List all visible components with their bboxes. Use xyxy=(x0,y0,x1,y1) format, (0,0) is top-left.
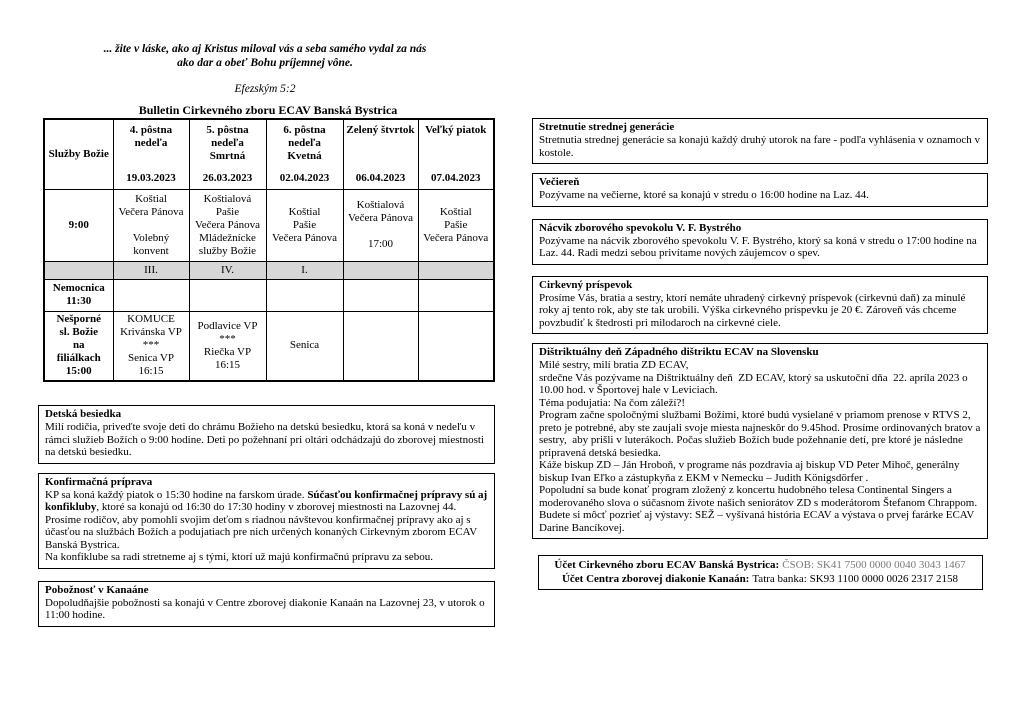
cell-line: Koštial xyxy=(439,205,472,218)
notice-detska-besiedka xyxy=(38,405,495,464)
cell-line: Pašie xyxy=(215,205,240,218)
row-label-line: Nemocnica xyxy=(52,282,105,294)
accounts-box xyxy=(538,555,983,590)
scripture-quote xyxy=(40,42,490,70)
row-label xyxy=(44,311,113,381)
notice-paragraph: Program začne spoločnými službami Božími, ktoré budú vysielané v priamom prenose v RTVS 2, preto je potrebné, aby ste zaujali svoje miesta najneskôr do 9.45hod. Prosíme ordinovaných bratov a sestry, aby prišli v luterákoch. Počas služieb Božích bude požehnanie detí, pre ktoré je následne pripravená detská besiedka. xyxy=(539,409,984,459)
column-header-0 xyxy=(113,119,189,189)
schedule-cell xyxy=(113,311,189,381)
schedule-cell xyxy=(266,311,343,381)
kanaan-account-value: Tatra banka: SK93 1100 0000 0026 2317 2158 xyxy=(752,573,959,585)
notice-paragraph: Popoludní sa bude konať program zložený z koncertu hudobného telesa Continental Singers a moderovaného slova o súčasnom živote našich seniorátov ZD s moderátorom Štefanom Chrappom. Budete si môcť pozrieť aj výstavy: SEŽ – vyšívaná história ECAV a výstava o prvej farárke ECAV Darine Bancíkovej. xyxy=(539,484,980,534)
notice-paragraph: Milé sestry, milí bratia ZD ECAV, xyxy=(539,359,689,371)
column-title-line: Zelený štvrtok xyxy=(346,124,415,136)
schedule-cell xyxy=(343,189,418,261)
quote-reference: Efezským 5:2 xyxy=(234,83,296,95)
schedule-cell xyxy=(418,261,494,279)
schedule-cell xyxy=(113,189,189,261)
cell-line: Večera Pánova xyxy=(271,231,338,244)
notice-paragraph: Téma podujatia: Na čom záleží?! xyxy=(539,396,685,409)
cell-line: služby Božie xyxy=(198,244,257,257)
schedule-cell xyxy=(418,189,494,261)
cell-line: Volebný xyxy=(132,231,170,244)
notice-poboznost-v-kanaane xyxy=(38,581,495,627)
column-title-line: Kvetná xyxy=(287,150,322,162)
column-title-line: Smrtná xyxy=(209,150,246,162)
schedule-table-wrap xyxy=(43,118,495,382)
schedule-cell xyxy=(189,261,266,279)
schedule-cell xyxy=(266,189,343,261)
cell-line: Senica VP xyxy=(128,352,174,365)
column-title-line: 5. pôstna xyxy=(206,124,249,136)
account-line-kanaan xyxy=(544,572,977,586)
cell-line: Koštial xyxy=(288,205,321,218)
column-date: 06.04.2023 xyxy=(355,171,406,184)
schedule-cell xyxy=(113,279,189,311)
column-title xyxy=(421,120,492,137)
column-title-line: 6. pôstna xyxy=(283,124,326,136)
notice-title: Stretnutie strednej generácie xyxy=(539,121,675,133)
column-header-2 xyxy=(266,119,343,189)
notice-cirkevny-prispevok xyxy=(532,276,988,335)
notice-distriktualny-den xyxy=(532,343,988,539)
cell-line: Koštial xyxy=(135,192,167,205)
cell-line: 16:15 xyxy=(214,358,241,371)
notice-paragraph: Pozývame na nácvik zborového spevokolu V. F. Bystrého, ktorý sa koná v stredu o 17:00 hodine na Laz. 44. Radi medzi sebou privítame nových záujemcov o spev. xyxy=(539,234,980,259)
column-date: 07.04.2023 xyxy=(431,171,481,184)
column-header-3 xyxy=(343,119,418,189)
column-title-line: Veľký piatok xyxy=(425,124,487,136)
column-date: 19.03.2023 xyxy=(126,171,176,184)
column-date: 26.03.2023 xyxy=(202,171,253,184)
notice-nacvik-spevokolu xyxy=(532,219,988,265)
schedule-cell xyxy=(418,279,494,311)
schedule-cell xyxy=(266,261,343,279)
column-title xyxy=(192,120,264,163)
schedule-cell xyxy=(189,311,266,381)
row-label-line: sl. Božie xyxy=(59,326,98,339)
table-corner-label: Služby Božie xyxy=(44,119,113,189)
table-row-2 xyxy=(44,279,494,311)
cell-line: Večera Pánova xyxy=(423,231,489,244)
cell-line: Pašie xyxy=(292,218,317,231)
schedule-cell xyxy=(189,189,266,261)
cell-line: konvent xyxy=(133,244,169,257)
row-label-line: na xyxy=(72,339,85,352)
table-row-0 xyxy=(44,189,494,261)
table-row-3 xyxy=(44,311,494,381)
column-title-line: 4. pôstna xyxy=(129,124,173,136)
church-account-label: Účet Cirkevného zboru ECAV Banská Bystrica: xyxy=(554,559,780,571)
quote-line-2: ako dar a obeť Bohu príjemnej vône. xyxy=(177,57,353,69)
notice-paragraph: Milí rodičia, priveďte svoje deti do chrámu Božieho na detskú besiedku, ktorá sa koná v nedeľu v rámci služieb Božích o 9:00 hodine. Deti po požehnaní pri oltári odchádzajú do zborovej miestnosti na detskú besiedku. xyxy=(45,421,487,458)
notice-title: Večiereň xyxy=(539,176,580,188)
kanaan-account-label: Účet Centra zborovej diakonie Kanaán: xyxy=(561,573,750,585)
cell-line: KOMUCE xyxy=(127,313,175,326)
cell-line: Koštialová xyxy=(203,192,252,205)
account-line-church xyxy=(544,558,977,572)
schedule-cell xyxy=(343,311,418,381)
notice-paragraph: Stretnutia strednej generácie sa konajú každý druhý utorok na fare - podľa vyhlásenia v oznamoch v kostole. xyxy=(539,134,983,159)
column-title-line: nedeľa xyxy=(211,137,244,149)
notice-paragraph: Dopoludňajšie pobožnosti sa konajú v Centre zborovej diakonie Kanaán na Lazovnej 23, v utorok o 11:00 hodine. xyxy=(45,596,488,621)
row-label xyxy=(44,189,113,261)
notice-konfirmacna-priprava xyxy=(38,473,495,569)
column-title xyxy=(346,120,416,137)
column-header-1 xyxy=(189,119,266,189)
cell-line: Mládežnícke xyxy=(199,231,256,244)
cell-line: 17:00 xyxy=(367,238,394,250)
cell-line: Večera Pánova xyxy=(118,205,184,218)
column-title xyxy=(269,120,341,163)
cell-line: Koštialová xyxy=(356,199,405,211)
column-title-line: nedeľa xyxy=(288,137,321,149)
cell-line: Večera Pánova xyxy=(347,212,414,224)
schedule-cell xyxy=(113,261,189,279)
row-label-line: filiálkach xyxy=(56,352,101,365)
cell-line: *** xyxy=(142,339,160,352)
schedule-cell xyxy=(343,279,418,311)
schedule-table xyxy=(43,118,495,382)
table-row-1 xyxy=(44,261,494,279)
notice-title: Dištriktuálny deň Západného dištriktu ECAV na Slovensku xyxy=(539,346,819,358)
church-account-value: ČSOB: SK41 7500 0000 0040 3043 1467 xyxy=(782,559,966,571)
cell-line: Krivánska VP xyxy=(120,326,182,339)
notice-title: Nácvik zborového spevokolu V. F. Bystrého xyxy=(539,221,742,234)
left-notices-column xyxy=(38,405,495,627)
notice-paragraph: Prosíme Vás, bratia a sestry, ktorí nemáte uhradený cirkevný príspevok (cirkevnú daň) za minulé roky aj tento rok, aby ste tak urobili. Výška cirkevného príspevku je 20 €. Zároveň vás chceme povzbudiť k štedrosti pri milodaroch na cirkevné ciele. xyxy=(539,291,969,329)
cell-line: Riečka VP xyxy=(203,345,252,358)
cell-line xyxy=(346,225,416,238)
cell-line: I. xyxy=(301,263,308,276)
row-label-line xyxy=(47,264,111,277)
table-header-row xyxy=(44,119,494,189)
cell-line: 16:15 xyxy=(138,365,164,378)
column-header-4 xyxy=(418,119,494,189)
notice-stretnutie-strednej-generacie xyxy=(532,118,988,164)
right-notices-column xyxy=(532,118,988,590)
cell-line: IV. xyxy=(221,263,234,276)
row-label-line: Nešporné xyxy=(56,313,102,326)
schedule-cell xyxy=(418,311,494,381)
notice-title: Cirkevný príspevok xyxy=(539,278,633,291)
schedule-cell xyxy=(343,261,418,279)
cell-line: III. xyxy=(144,263,158,276)
cell-line: Senica xyxy=(289,339,320,352)
column-date: 02.04.2023 xyxy=(279,171,330,184)
row-label-line: 9:00 xyxy=(68,218,89,231)
notice-vecieren xyxy=(532,173,988,207)
notice-title: Detská besiedka xyxy=(45,408,122,420)
cell-line: Podlavice VP xyxy=(197,319,258,332)
column-title-line: nedeľa xyxy=(134,137,168,149)
notice-title: Konfirmačná príprava xyxy=(45,475,153,488)
notice-title: Pobožnosť v Kanaáne xyxy=(45,583,149,596)
column-title xyxy=(116,120,187,150)
row-label xyxy=(44,279,113,311)
schedule-cell xyxy=(189,279,266,311)
quote-line-1: ... žite v láske, ako aj Kristus miloval vás a seba samého vydal za nás xyxy=(103,43,427,55)
notice-paragraph: KP sa koná každý piatok o 15:30 hodine na farskom úrade. Súčasťou konfirmačnej prípravy sú aj konfikluby, ktoré sa konajú od 16:30 do 17:30 hodiny v zborovej miestnosti na Lazovnej 44. Prosíme rodičov, aby pomohli svojim deťom s riadnou návštevou konfirmačnej prípravy ako aj s účasťou na službách Božích a podujatiach pre nich určených konaných Cirkevným zborom ECAV Banská Bystrica. xyxy=(45,488,490,551)
row-label xyxy=(44,261,113,279)
notice-paragraph: Káže biskup ZD – Ján Hroboň, v programe nás pozdravia aj biskup VD Peter Mihoč, generálny biskup Ivan Eľko a zástupkyňa z EKM v Nemecku – Judith Königsdörfer . xyxy=(539,459,963,484)
notice-paragraph: srdečne Vás pozývame na Dištriktuálny deň ZD ECAV, ktorý sa uskutoční dňa 22. apríla 2023 o 10.00 hod. v Športovej hale v Leviciach. xyxy=(539,371,971,396)
notice-paragraph: Pozývame na večierne, ktoré sa konajú v stredu o 16:00 hodine na Laz. 44. xyxy=(539,189,869,201)
cell-line xyxy=(116,219,187,232)
notice-paragraph: Na konfiklube sa radi stretneme aj s tými, ktorí už majú konfirmačnú prípravu za sebou. xyxy=(45,551,433,563)
bulletin-title: Bulletin Cirkevného zboru ECAV Banská Bystrica xyxy=(138,103,398,117)
cell-line: Pašie xyxy=(444,218,468,231)
schedule-cell xyxy=(266,279,343,311)
row-label-line: 15:00 xyxy=(65,365,92,378)
cell-line: Večera Pánova xyxy=(194,218,261,231)
cell-line: *** xyxy=(219,332,236,345)
row-label-line: 11:30 xyxy=(66,295,92,307)
